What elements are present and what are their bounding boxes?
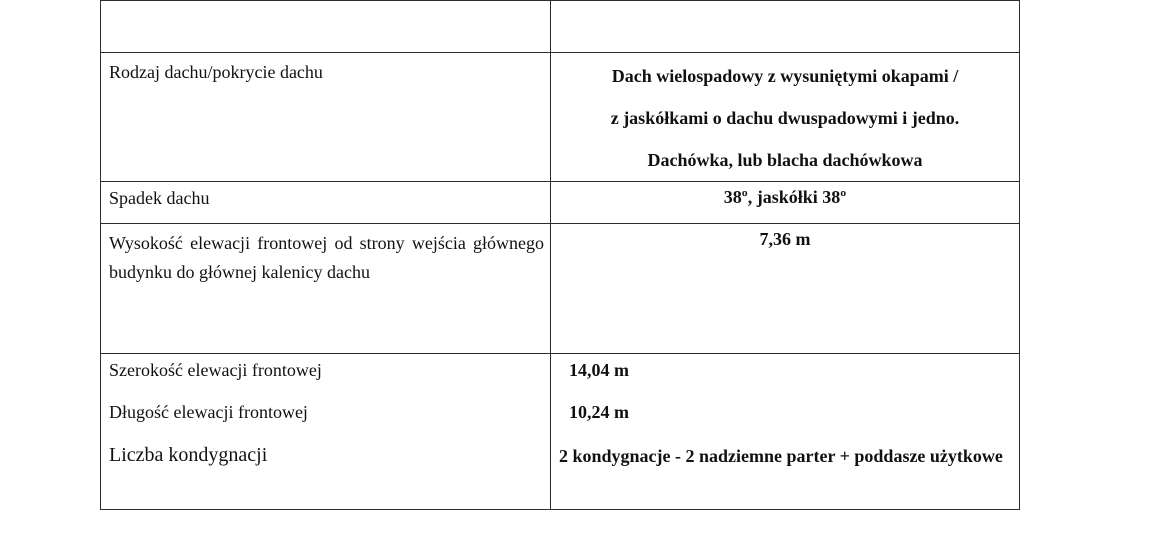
front-height-value-cell [551,224,1020,354]
empty-value-cell [551,1,1020,53]
front-height-value: 7,36 m [759,229,811,249]
table-row [101,182,1020,224]
front-height-label-cell [101,224,551,354]
roof-slope-label: Spadek dachu [109,188,210,208]
dimensions-label-cell [101,354,551,510]
roof-slope-value: 38º, jaskółki 38º [723,187,847,207]
dimensions-value-cell [551,354,1020,510]
front-width-value: 14,04 m [569,360,629,380]
roof-type-value [551,53,1019,181]
roof-type-line: Dach wielospadowy z wysuniętymi okapami / [611,66,959,86]
storeys-label: Liczba kondygnacji [109,444,268,466]
roof-slope-value-cell [551,182,1020,224]
roof-type-label-cell [101,53,551,182]
dimensions-labels [101,354,550,467]
empty-label-cell [101,1,551,53]
table-row [101,354,1020,510]
roof-type-line: z jaskółkami o dachu dwuspadowymi i jedno. [610,108,960,128]
roof-type-value-cell [551,53,1020,182]
table-row [101,224,1020,354]
front-length-label: Długość elewacji frontowej [109,402,308,422]
storeys-value: 2 kondygnacje - 2 nadziemne parter + poddasze użytkowe [559,446,1003,466]
front-height-label: Wysokość elewacji frontowej od strony wejścia głównego budynku do głównej kalenicy dachu [109,233,544,282]
building-spec-table [100,0,1020,510]
dimensions-values [551,354,1019,470]
roof-type-line: Dachówka, lub blacha dachówkowa [647,150,923,170]
table-row [101,53,1020,182]
front-length-value: 10,24 m [569,402,629,422]
table-row [101,1,1020,53]
roof-type-label: Rodzaj dachu/pokrycie dachu [109,62,323,82]
front-width-label: Szerokość elewacji frontowej [109,360,322,380]
roof-slope-label-cell [101,182,551,224]
